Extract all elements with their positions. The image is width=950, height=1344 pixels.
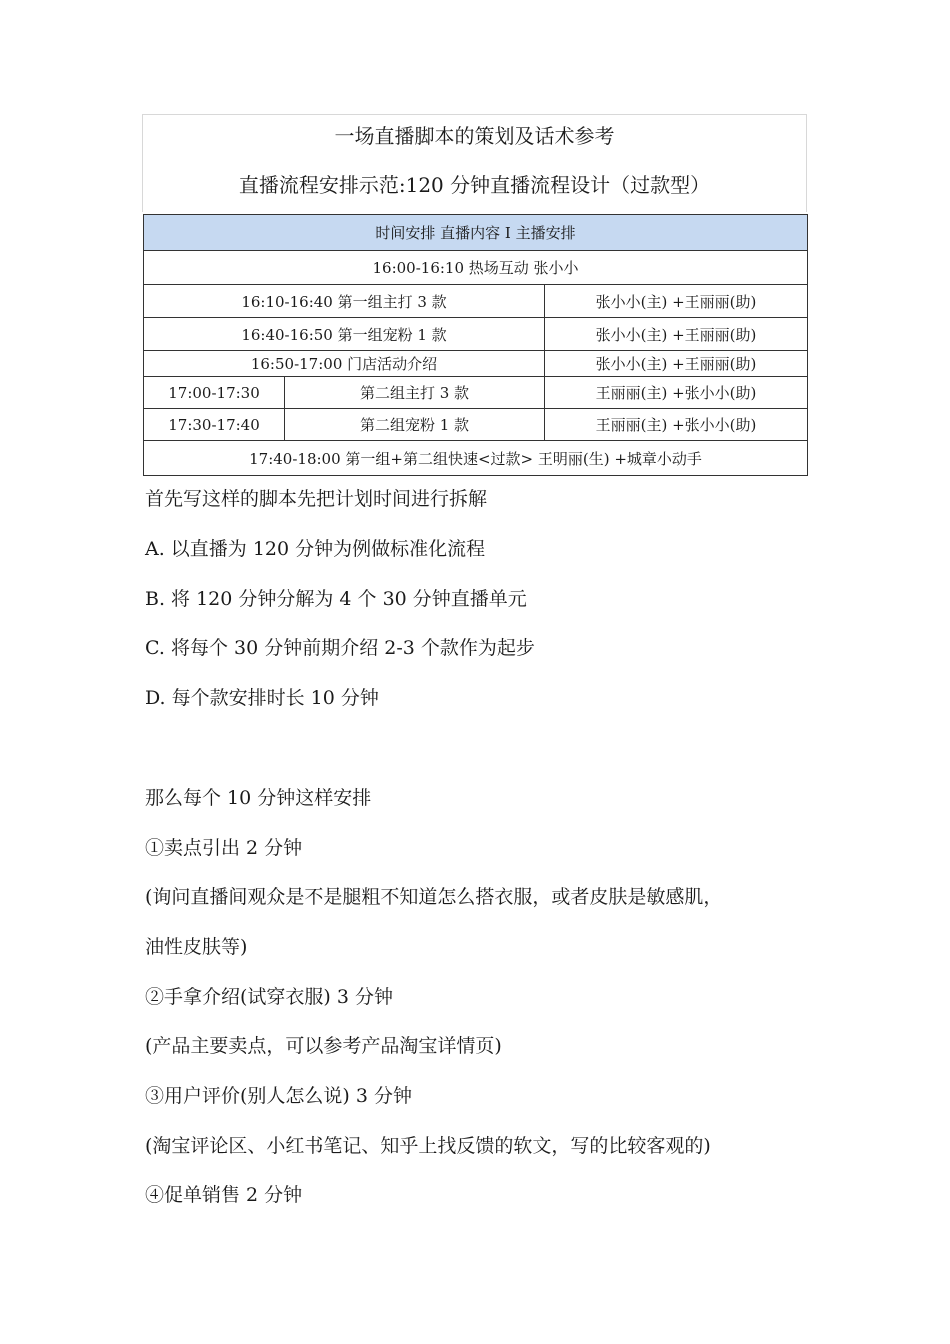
table-cell-host: 王丽丽(主) +张小小(助)	[545, 377, 808, 409]
table-header-cell: 时间安排 直播内容 I 主播安排	[144, 215, 808, 251]
table-cell-host: 张小小(主) +王丽丽(助)	[545, 351, 808, 377]
step-2: ②手拿介绍(试穿衣服) 3 分钟	[145, 986, 393, 1008]
list-item-a: A. 以直播为 120 分钟为例做标准化流程	[145, 538, 486, 560]
list-item-c: C. 将每个 30 分钟前期介绍 2-3 个款作为起步	[145, 637, 535, 659]
table-cell-host: 张小小(主) +王丽丽(助)	[545, 318, 808, 351]
table-cell-time: 17:30-17:40	[144, 409, 285, 441]
table-cell: 16:40-16:50 第一组宠粉 1 款	[144, 318, 545, 351]
table-row	[144, 377, 808, 409]
step-4: ④促单销售 2 分钟	[145, 1184, 303, 1206]
table-row	[144, 251, 808, 285]
schedule-table	[143, 214, 808, 476]
step-1-note: (询问直播间观众是不是腿粗不知道怎么搭衣服，或者皮肤是敏感肌，	[145, 886, 723, 908]
table-row	[144, 318, 808, 351]
step-3-note: (淘宝评论区、小红书笔记、知乎上找反馈的软文，写的比较客观的)	[145, 1135, 711, 1157]
per10-paragraph: 那么每个 10 分钟这样安排	[145, 787, 372, 809]
table-cell-content: 第二组主打 3 款	[285, 377, 545, 409]
intro-paragraph: 首先写这样的脚本先把计划时间进行拆解	[145, 488, 488, 510]
table-header-row	[144, 215, 808, 251]
table-cell-host: 王丽丽(主) +张小小(助)	[545, 409, 808, 441]
list-item-d: D. 每个款安排时长 10 分钟	[145, 687, 379, 709]
step-1: ①卖点引出 2 分钟	[145, 837, 303, 859]
table-cell-host: 张小小(主) +王丽丽(助)	[545, 285, 808, 318]
table-row	[144, 285, 808, 318]
table-cell: 16:00-16:10 热场互动 张小小	[144, 251, 808, 285]
table-cell-content: 第二组宠粉 1 款	[285, 409, 545, 441]
table-cell: 16:10-16:40 第一组主打 3 款	[144, 285, 545, 318]
table-row	[144, 441, 808, 476]
step-3: ③用户评价(别人怎么说) 3 分钟	[145, 1085, 412, 1107]
step-1-note-cont: 油性皮肤等)	[145, 936, 248, 958]
step-2-note: (产品主要卖点，可以参考产品淘宝详情页)	[145, 1035, 502, 1057]
table-cell: 16:50-17:00 门店活动介绍	[144, 351, 545, 377]
table-row	[144, 409, 808, 441]
document-title: 一场直播脚本的策划及话术参考	[334, 124, 615, 148]
document-subtitle: 直播流程安排示范:120 分钟直播流程设计（过款型）	[238, 173, 711, 197]
title-box	[142, 114, 807, 212]
table-cell-time: 17:00-17:30	[144, 377, 285, 409]
list-item-b: B. 将 120 分钟分解为 4 个 30 分钟直播单元	[145, 588, 527, 610]
table-row	[144, 351, 808, 377]
table-cell: 17:40-18:00 第一组+第二组快速<过款> 王明丽(生) +城章小动手	[144, 441, 808, 476]
